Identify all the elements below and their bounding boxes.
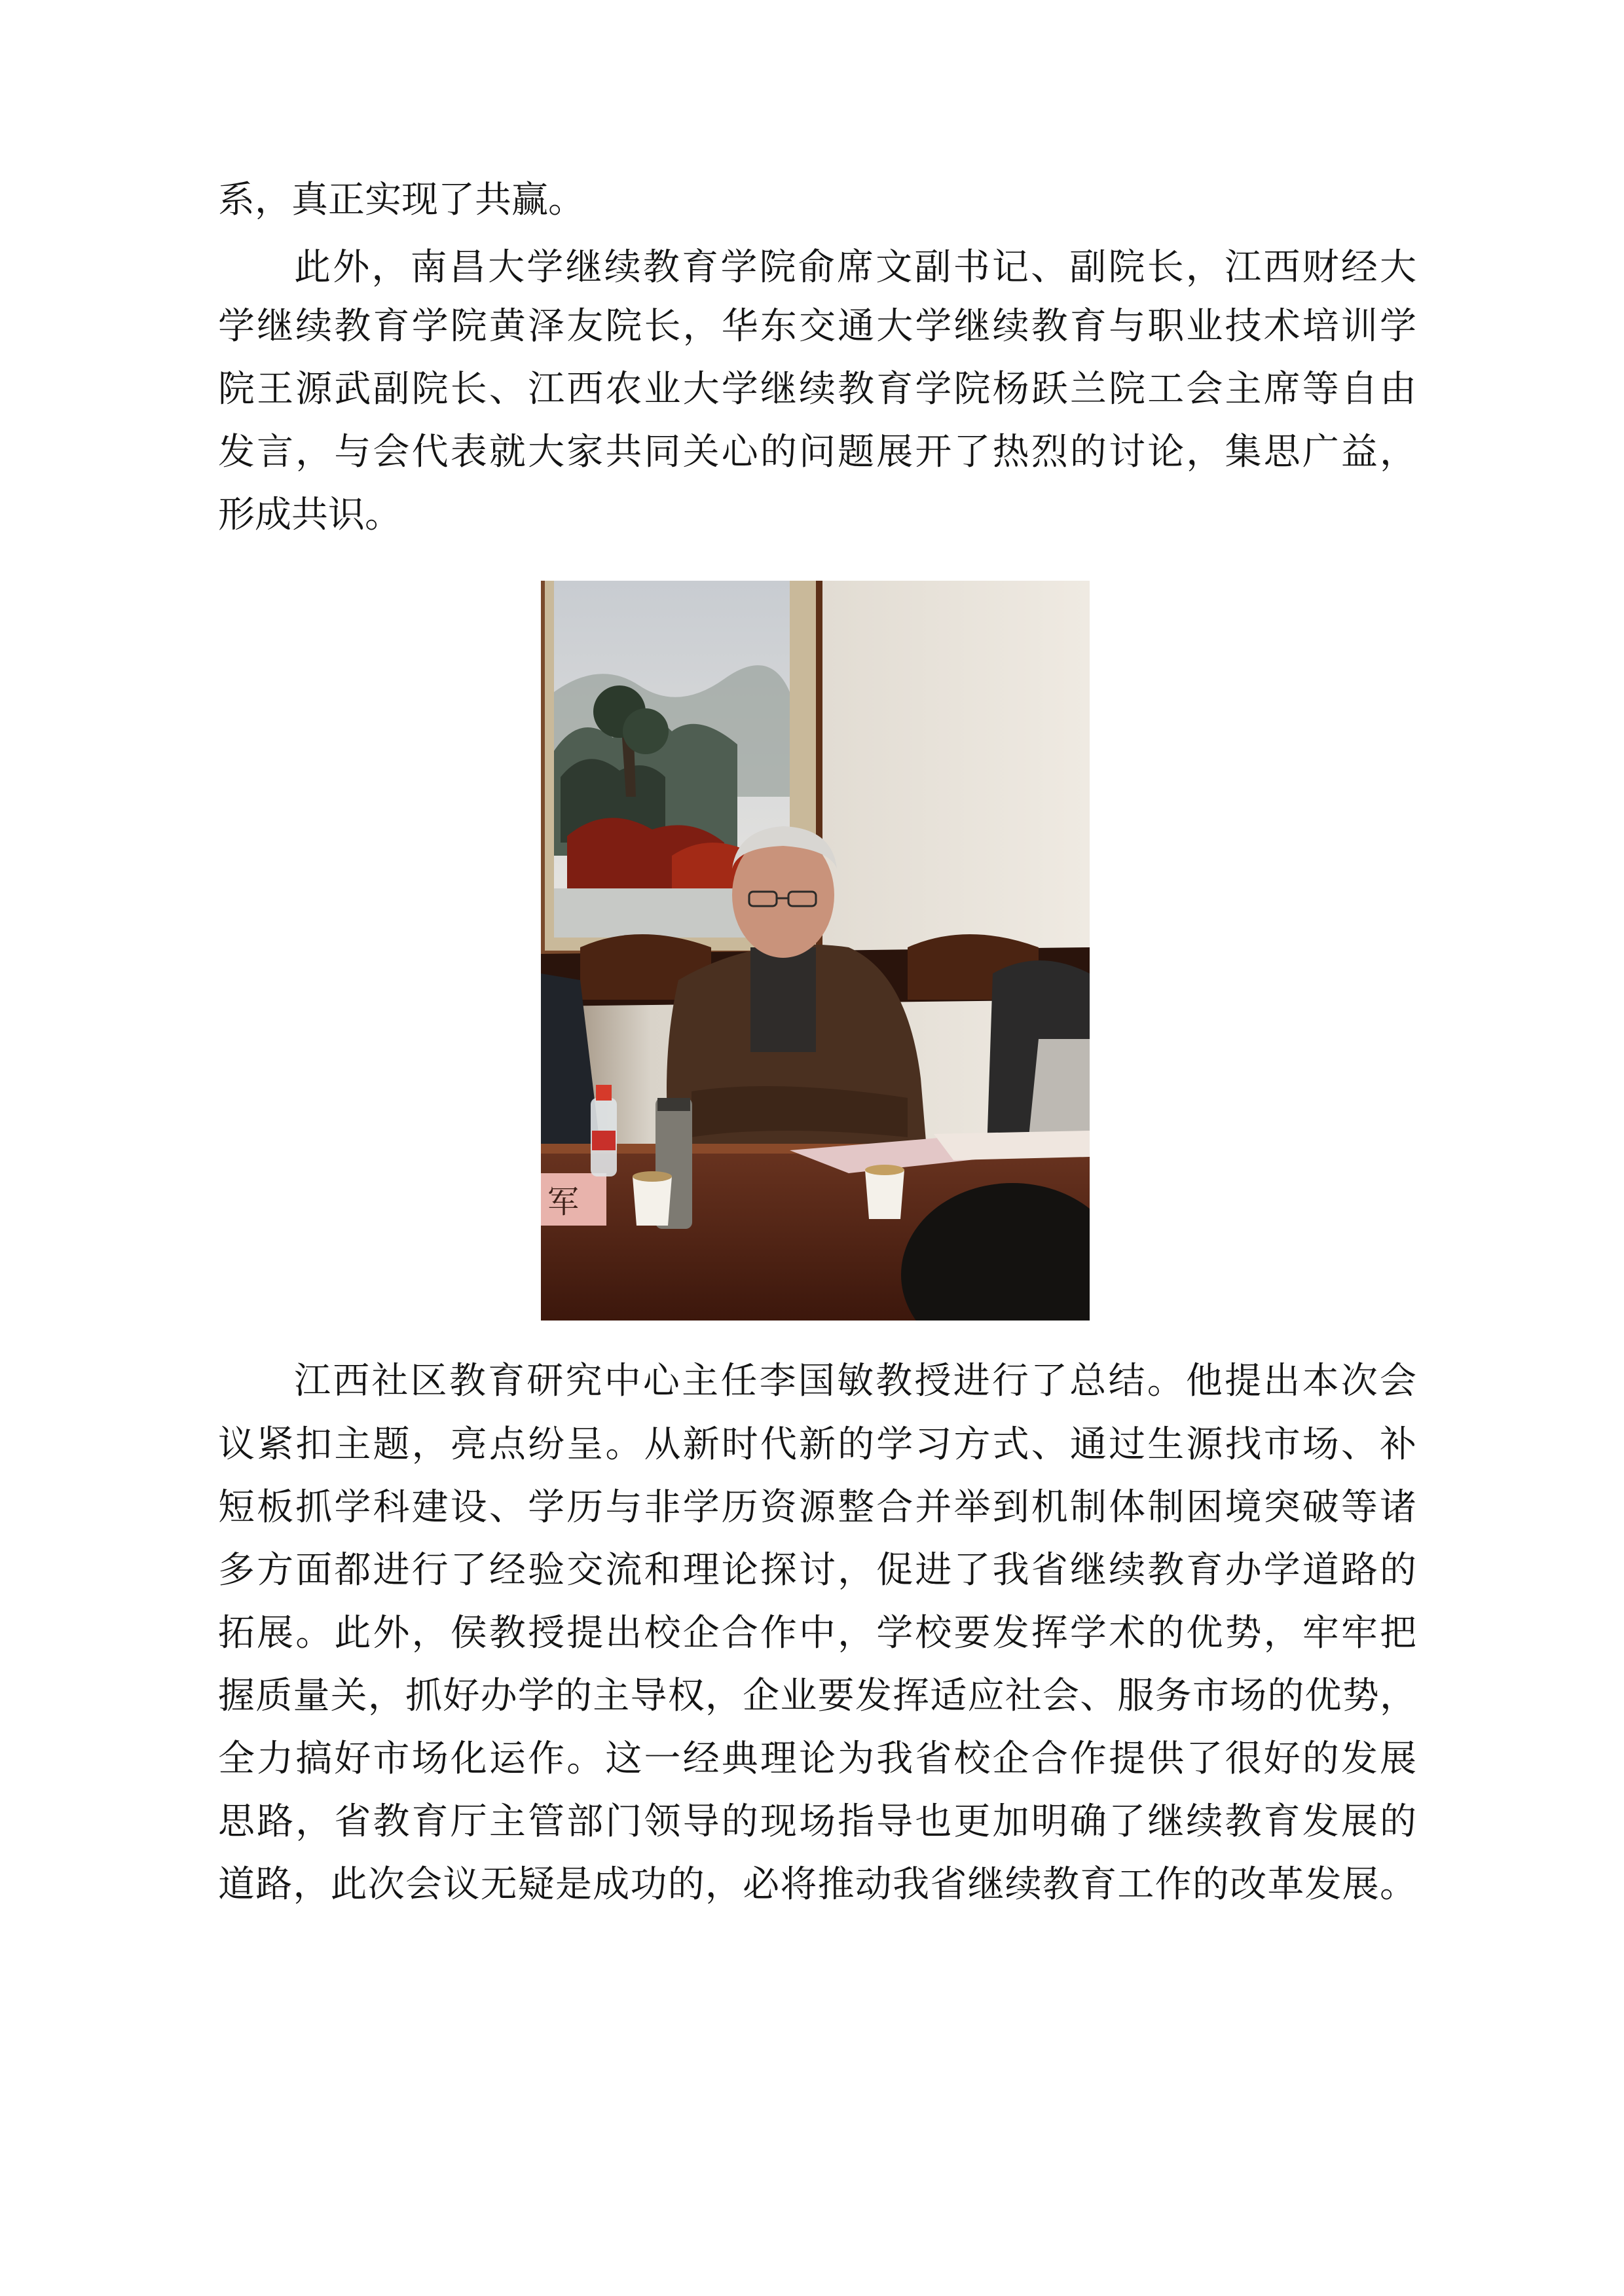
paragraph-3-line-7: 全力搞好市场化运作。这一经典理论为我省校企合作提供了很好的发展 [218, 1738, 1416, 1780]
paragraph-2-line-3: 院王源武副院长、江西农业大学继续教育学院杨跃兰院工会主席等自由 [218, 368, 1416, 410]
paragraph-3-line-4: 多方面都进行了经验交流和理论探讨，促进了我省继续教育办学道路的 [218, 1549, 1416, 1592]
paragraph-3-line-6: 握质量关，抓好办学的主导权，企业要发挥适应社会、服务市场的优势， [218, 1675, 1416, 1717]
nameplate-text: 军 [547, 1184, 580, 1220]
paragraph-1-line-1: 系，真正实现了共赢。 [218, 179, 585, 221]
paragraph-3-line-3: 短板抓学科建设、学历与非学历资源整合并举到机制体制困境突破等诸 [218, 1486, 1416, 1529]
meeting-photo [541, 581, 1090, 1321]
paragraph-2-line-5: 形成共识。 [218, 494, 401, 536]
paragraph-3-line-9: 道路，此次会议无疑是成功的，必将推动我省继续教育工作的改革发展。 [218, 1863, 1416, 1906]
paragraph-3-line-2: 议紧扣主题，亮点纷呈。从新时代新的学习方式、通过生源找市场、补 [218, 1423, 1416, 1466]
paragraph-2-line-2: 学继续教育学院黄泽友院长，华东交通大学继续教育与职业技术培训学 [218, 305, 1416, 348]
paragraph-2-line-4: 发言，与会代表就大家共同关心的问题展开了热烈的讨论，集思广益， [218, 431, 1416, 473]
paragraph-3-line-5: 拓展。此外，侯教授提出校企合作中，学校要发挥学术的优势，牢牢把 [218, 1612, 1416, 1654]
paragraph-3-line-1: 江西社区教育研究中心主任李国敏教授进行了总结。他提出本次会 [294, 1360, 1416, 1402]
paragraph-2-line-1: 此外，南昌大学继续教育学院俞席文副书记、副院长，江西财经大 [294, 246, 1416, 289]
paragraph-3-line-8: 思路，省教育厅主管部门领导的现场指导也更加明确了继续教育发展的 [218, 1800, 1416, 1843]
